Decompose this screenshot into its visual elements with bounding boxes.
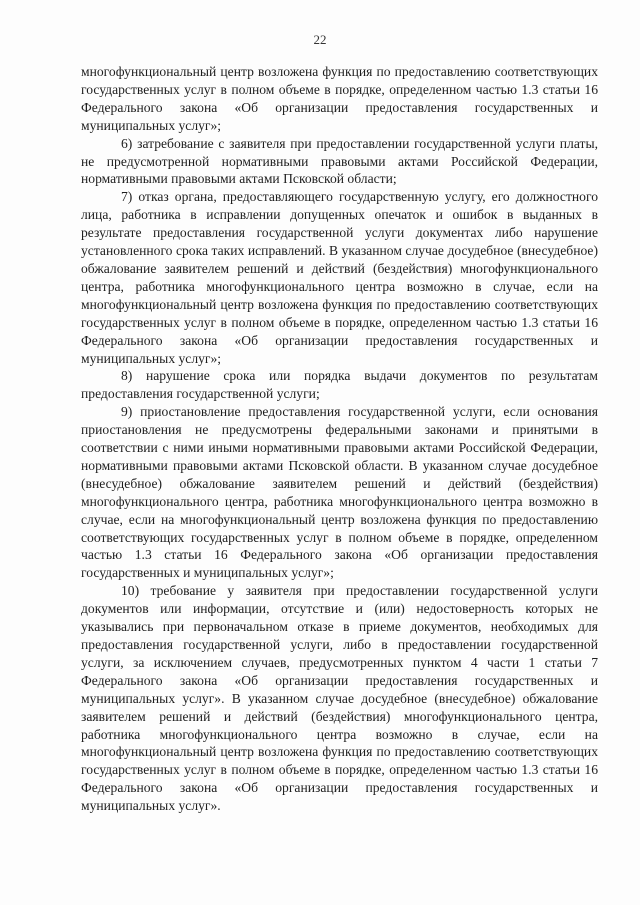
paragraph-continuation: многофункциональный центр возложена функция по предоставлению соответствующих государственных услуг в полном объеме в порядке, определенном частью 1.3 статьи 16 Федерального закона «Об организации предоставления государственных и муниципальных услуг»; xyxy=(81,64,598,133)
body-text xyxy=(81,63,598,815)
paragraph-item-9: 9) приостановление предоставления государственной услуги, если основания приостановления не предусмотрены федеральными законами и принятыми в соответствии с ними иными нормативными правовыми актами Российской Федерации, нормативными правовыми актами Псковской области. В указанном случае досудебное (внесудебное) обжалование заявителем решений и действий (бездействия) многофункционального центра, работника многофункционального центра возможно в случае, если на многофункциональный центр возложена функция по предоставлению соответствующих государственных услуг в полном объеме в порядке, определенном частью 1.3 статьи 16 Федерального закона «Об организации предоставления государственных и муниципальных услуг»; xyxy=(81,404,598,581)
paragraph-item-6: 6) затребование с заявителя при предоставлении государственной услуги платы, не предусмотренной нормативными правовыми актами Российской Федерации, нормативными правовыми актами Псковской области; xyxy=(81,135,598,187)
page-number: 22 xyxy=(313,32,327,47)
paragraph-item-10: 10) требование у заявителя при предоставлении государственной услуги документов или информации, отсутствие и (или) недостоверность которых не указывались при первоначальном отказе в приеме документов, необходимых для предоставления государственной услуги, либо в предоставлении государственной услуги, за исключением случаев, предусмотренных пунктом 4 части 1 статьи 7 Федерального закона «Об организации предоставления государственных и муниципальных услуг». В указанном случае досудебное (внесудебное) обжалование заявителем решений и действий (бездействия) многофункционального центра, работника многофункционального центра возможно в случае, если на многофункциональный центр возложена функция по предоставлению соответствующих государственных услуг в полном объеме в порядке, определенном частью 1.3 статьи 16 Федерального закона «Об организации предоставления государственных и муниципальных услуг». xyxy=(81,583,598,814)
paragraph-item-7: 7) отказ органа, предоставляющего государственную услугу, его должностного лица, работника в исправлении допущенных опечаток и ошибок в выданных в результате предоставления государственной услуги документах либо нарушение установленного срока таких исправлений. В указанном случае досудебное (внесудебное) обжалование заявителем решений и действий (бездействия) многофункционального центра, работника многофункционального центра возможно в случае, если на многофункциональный центр возложена функция по предоставлению соответствующих государственных услуг в полном объеме в порядке, определенном частью 1.3 статьи 16 Федерального закона «Об организации предоставления государственных и муниципальных услуг»; xyxy=(81,189,598,366)
paragraph-item-8: 8) нарушение срока или порядка выдачи документов по результатам предоставления государственной услуги; xyxy=(81,368,598,402)
